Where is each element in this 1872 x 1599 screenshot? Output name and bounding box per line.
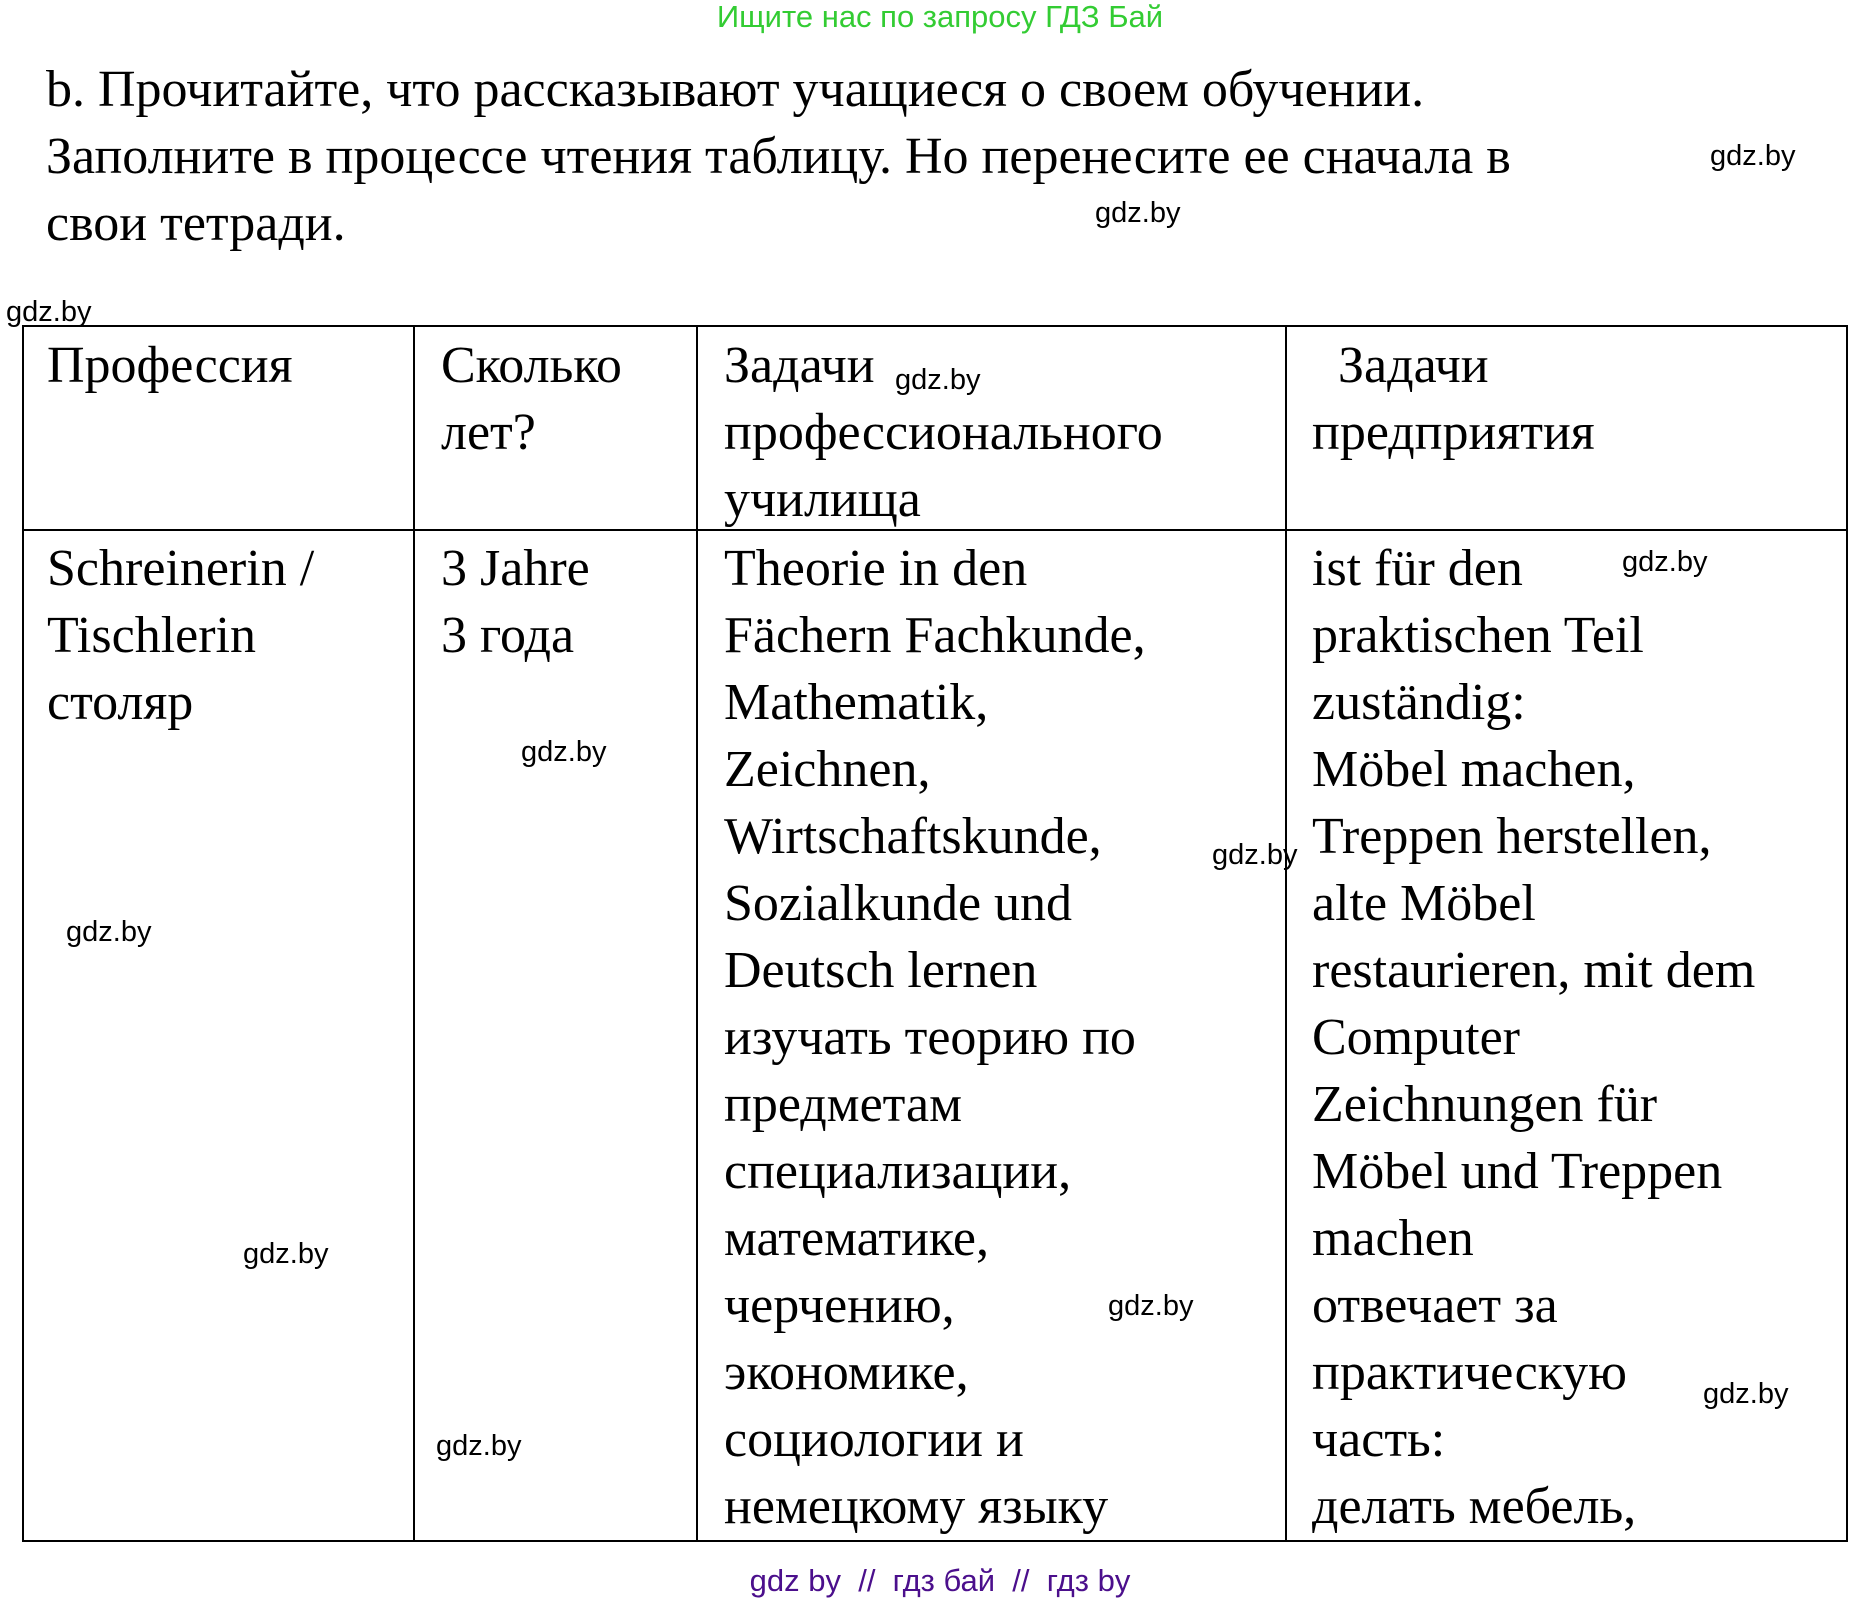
cell-line: изучать теорию по	[724, 1009, 1136, 1066]
cell-line: лет?	[441, 404, 536, 461]
cell-line: математике,	[724, 1210, 989, 1267]
cell-line: Deutsch lernen	[724, 942, 1038, 999]
cell-line: zuständig:	[1312, 674, 1526, 731]
cell-line: Задачи	[724, 337, 875, 394]
cell-profession	[47, 535, 314, 736]
cell-line: Wirtschaftskunde,	[724, 808, 1102, 865]
cell-line: ist für den	[1312, 540, 1523, 597]
watermark: gdz.by	[436, 1430, 522, 1462]
header-company-tasks	[1312, 332, 1595, 466]
watermark: gdz.by	[243, 1238, 329, 1270]
cell-line: Zeichnungen für	[1312, 1076, 1658, 1133]
cell-line: 3 года	[441, 607, 575, 664]
cell-line: Tischlerin	[47, 607, 256, 664]
profession-table	[22, 325, 1848, 1542]
watermark: gdz.by	[1622, 546, 1708, 578]
watermark: gdz.by	[1212, 839, 1298, 871]
instruction-line: b. Прочитайте, что рассказывают учащиеся о своем обучении.	[46, 61, 1425, 118]
instruction-line: Заполните в процессе чтения таблицу. Но перенесите ее сначала в	[46, 128, 1511, 185]
cell-line: училища	[724, 471, 921, 528]
cell-school-tasks	[724, 535, 1146, 1540]
header-years	[441, 332, 622, 466]
cell-line: социологии и	[724, 1411, 1024, 1468]
cell-line: профессионального	[724, 404, 1163, 461]
cell-line: делать мебель,	[1312, 1478, 1637, 1535]
cell-line: praktischen Teil	[1312, 607, 1644, 664]
cell-line: Möbel machen,	[1312, 741, 1636, 798]
top-search-note: Ищите нас по запросу ГДЗ Бай	[716, 0, 1164, 34]
cell-line: 3 Jahre	[441, 540, 590, 597]
cell-line: Профессия	[47, 337, 293, 394]
cell-line: отвечает за	[1312, 1277, 1558, 1334]
cell-line: Computer	[1312, 1009, 1520, 1066]
cell-line: alte Möbel	[1312, 875, 1536, 932]
cell-line: немецкому языку	[724, 1478, 1109, 1535]
watermark: gdz.by	[1710, 140, 1796, 172]
column-divider	[1285, 327, 1287, 1540]
cell-line: столяр	[47, 674, 194, 731]
task-instruction	[46, 56, 1511, 257]
cell-line: экономике,	[724, 1344, 969, 1401]
cell-line: Sozialkunde und	[724, 875, 1073, 932]
cell-line: Сколько	[441, 337, 622, 394]
watermark: gdz.by	[6, 296, 92, 328]
watermark: gdz.by	[1095, 197, 1181, 229]
footer-links: gdz by // гдз бай // гдз by	[749, 1563, 1131, 1598]
cell-line: практическую	[1312, 1344, 1628, 1401]
cell-company-tasks	[1312, 535, 1755, 1540]
watermark: gdz.by	[895, 364, 981, 396]
cell-line: Treppen herstellen,	[1312, 808, 1712, 865]
cell-line: предприятия	[1312, 404, 1595, 461]
instruction-line: свои тетради.	[46, 195, 346, 252]
cell-line: Mathematik,	[724, 674, 989, 731]
cell-line: Theorie in den	[724, 540, 1028, 597]
cell-line: Zeichnen,	[724, 741, 931, 798]
cell-line: Möbel und Treppen	[1312, 1143, 1723, 1200]
cell-line: предметам	[724, 1076, 963, 1133]
watermark: gdz.by	[1108, 1290, 1194, 1322]
cell-years	[441, 535, 590, 669]
watermark: gdz.by	[1703, 1378, 1789, 1410]
cell-line: черчению,	[724, 1277, 955, 1334]
column-divider	[696, 327, 698, 1540]
cell-line: часть:	[1312, 1411, 1446, 1468]
cell-line: специализации,	[724, 1143, 1072, 1200]
cell-line: Fächern Fachkunde,	[724, 607, 1146, 664]
cell-line: Задачи	[1312, 337, 1489, 394]
watermark: gdz.by	[66, 916, 152, 948]
column-divider	[413, 327, 415, 1540]
cell-line: machen	[1312, 1210, 1474, 1267]
header-profession	[47, 332, 293, 399]
cell-line: restaurieren, mit dem	[1312, 942, 1756, 999]
watermark: gdz.by	[521, 736, 607, 768]
cell-line: Schreinerin /	[47, 540, 315, 597]
header-school-tasks	[724, 332, 1163, 533]
